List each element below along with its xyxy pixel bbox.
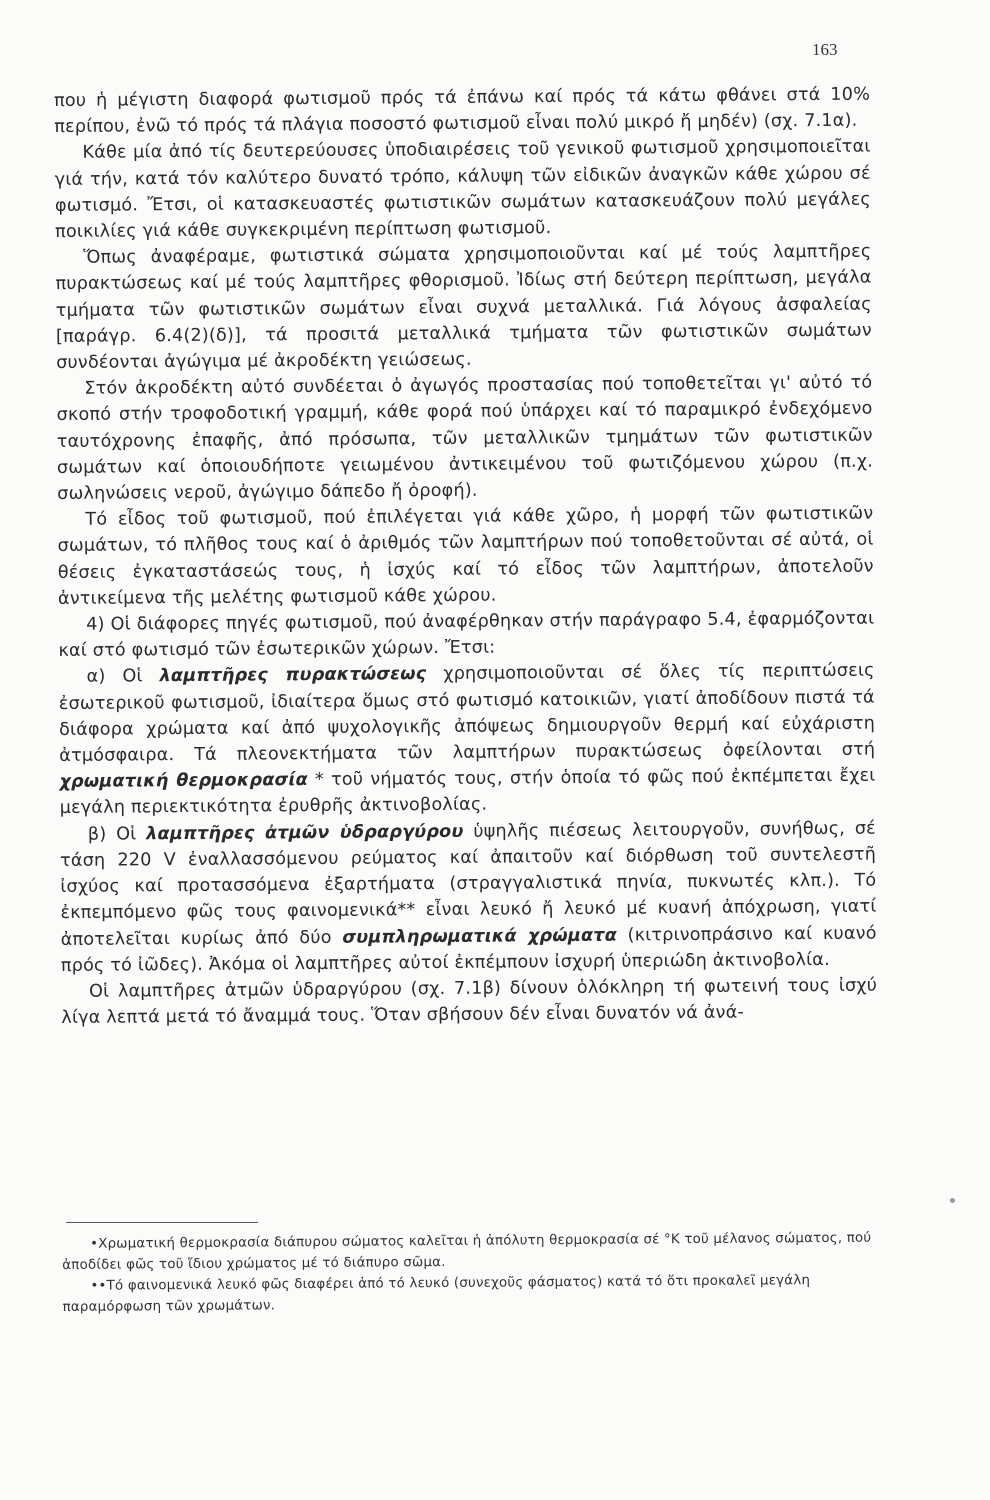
paragraph	[58, 606, 874, 665]
emphasized-term: λαμπτῆρες πυρακτώσεως	[159, 664, 427, 687]
paragraph	[54, 82, 870, 141]
paragraph	[59, 658, 876, 822]
paragraph	[60, 815, 877, 979]
footnotes	[62, 1228, 881, 1318]
text-run: Στόν ἀκροδέκτη αὐτό συνδέεται ὁ ἀγωγός προστασίας πού τοποθετεῖται γι' αὐτό τό σκοπό στήν τροφοδοτική γραμμή, κάθε φορά πού ὑπάρχει καί τό παραμικρό ἐνδεχόμενο ταυτόχρονης ἐπαφῆς, ἀπό πρόσωπα, τῶν μεταλλικῶν τμημάτων τῶν φωτιστικῶν σωμάτων καί ὁποιουδήποτε γειωμένου ἀντικειμένου τοῦ φωτιζόμενου χώρου (π.χ. σωληνώσεις νεροῦ, ἀγώγιμο δάπεδο ἤ ὀροφή).	[56, 372, 874, 505]
text-run: Τό εἶδος τοῦ φωτισμοῦ, πού ἐπιλέγεται γιά κάθε χῶρο, ἡ μορφή τῶν φωτιστικῶν σωμάτων, τό πλῆθος τους καί ὁ ἀριθμός τῶν λαμπτήρων πού τοποθετοῦνται σέ αὐτά, οἱ θέσεις ἐγκαταστάσεώς τους, ἡ ἰσχύς καί τό εἶδος τῶν λαμπτήρων, ἀποτελοῦν ἀντικείμενα τῆς μελέτης φωτισμοῦ κάθε χώρου.	[57, 503, 874, 609]
text-run: Ὅπως ἀναφέραμε, φωτιστικά σώματα χρησιμοποιοῦνται καί μέ τούς λαμπτῆρες πυρακτώσεως καί μέ τούς λαμπτῆρες φθορισμοῦ. Ἰδίως στή δεύτερη περίπτωση, μεγάλα τμήματα τῶν φωτιστικῶν σωμάτων εἶναι συχνά μεταλλικά. Γιά λόγους ἀσφαλείας [παράγρ. 6.4(2)(δ)], τά προσιτά μεταλλικά τμήματα τῶν φωτιστικῶν σωμάτων συνδέονται ἀγώγιμα μέ ἀκροδέκτη γειώσεως.	[55, 241, 873, 374]
emphasized-term: συμπληρωματικά χρώματα	[342, 925, 618, 948]
text-run: α) Οἱ	[86, 666, 160, 688]
text-run: Οἱ λαμπτῆρες ἀτμῶν ὑδραργύρου (σχ. 7.1β) δίνουν ὁλόκληρη τή φωτεινή τους ἰσχύ λίγα λεπτά μετά τό ἄναμμά τους. Ὅταν σβήσουν δέν εἶναι δυνατόν νά ἀνά-	[61, 975, 878, 1029]
text-run: * τοῦ νήματός τους, στήν ὁποία τό φῶς πού ἐκπέμπεται ἔχει μεγάλη περιεκτικότητα ἐρυθρῆς ἀκτινοβολίας.	[59, 765, 876, 819]
text-run: ὑψηλῆς πιέσεως λειτουργοῦν, συνήθως, σέ τάση 220 V ἐναλλασσόμενου ρεύματος καί ἀπαιτοῦν καί διόρθωση τοῦ συντελεστῆ ἰσχύος καί προτασσόμενα ἐξαρτήματα (στραγγαλιστικά πηνία, πυκνωτές κλπ.). Τό ἐκπεμπόμενο φῶς τους φαινομενικά** εἶναι λευκό ἤ λευκό μέ κυανή ἀπόχρωση, γιατί ἀποτελεῖται κυρίως ἀπό δύο	[59, 818, 877, 950]
text-run: (κιτρινοπράσινο καί κυανό πρός τό ἰῶδες). Ἀκόμα οἱ λαμπτῆρες αὐτοί ἐκπέμπουν ἰσχυρή ὑπεριώδη ἀκτινοβολία.	[60, 923, 877, 976]
text-run: 4) Οἱ διάφορες πηγές φωτισμοῦ, πού ἀναφέρθηκαν στήν παράγραφο 5.4, ἐφαρμόζονται καί στό φωτισμό τῶν ἐσωτερικῶν χώρων. Ἔτσι:	[58, 608, 875, 662]
paragraph	[57, 501, 874, 612]
text-run: χρησιμοποιοῦνται σέ ὅλες τίς περιπτώσεις ἐσωτερικοῦ φωτισμοῦ, ἰδιαίτερα ὅμως στό φωτισμό κατοικιῶν, γιατί ἀποδίδουν πιστά τά διάφορα χρώματα καί ἀπό ψυχολογικῆς ἀπόψεως δημιουργοῦν θερμή καί εὐχάριστη ἀτμόσφαιρα. Τά πλεονεκτήματα τῶν λαμπτήρων πυρακτώσεως ὀφείλονται στή	[58, 661, 876, 767]
emphasized-term: λαμπτῆρες ἀτμῶν ὑδραργύρου	[146, 821, 464, 844]
text-run: που ἡ μέγιστη διαφορά φωτισμοῦ πρός τά ἐπάνω καί πρός τά κάτω φθάνει στά 10% περίπου, ἐνῶ τό πρός τά πλάγια ποσοστό φωτισμοῦ εἶναι πολύ μικρό ἤ μηδέν) (σχ. 7.1α).	[54, 84, 871, 138]
body-text	[54, 82, 877, 1032]
paragraph	[55, 239, 872, 376]
footnote: ••Τό φαινομενικά λευκό φῶς διαφέρει ἀπό τό λευκό (συνεχοῦς φάσματος) κατά τό ὅτι προκαλεῖ μεγάλη παραμόρφωση τῶν χρωμάτων.	[62, 1273, 811, 1315]
emphasized-term: χρωματική θερμοκρασία	[59, 770, 308, 793]
paragraph	[56, 370, 873, 507]
text-run: Κάθε μία ἀπό τίς δευτερεύουσες ὑποδιαιρέσεις τοῦ γενικοῦ φωτισμοῦ χρησιμοποιεῖται γιά τήν, κατά τόν καλύτερο δυνατό τρόπο, κάλυψη τῶν εἰδικῶν ἀναγκῶν κάθε χώρου σέ φωτισμό. Ἔτσι, οἱ κατασκευαστές φωτιστικῶν σωμάτων κατασκευάζουν πολύ μεγάλες ποικιλίες γιά κάθε συγκεκριμένη περίπτωση φωτισμοῦ.	[54, 136, 871, 243]
footnote: •Χρωματική θερμοκρασία διάπυρου σώματος καλεῖται ἡ ἀπόλυτη θερμοκρασία σέ °K τοῦ μέλανος σώματος, πού ἀποδίδει φῶς τοῦ ἴδιου χρώματος μέ τό διάπυρο σῶμα.	[62, 1230, 872, 1273]
text-run: β) Οἱ	[87, 823, 147, 845]
print-speck	[950, 1198, 955, 1203]
paragraph	[61, 972, 877, 1031]
page-number: 163	[812, 40, 838, 59]
paragraph	[54, 134, 871, 245]
footnote-divider	[66, 1222, 258, 1223]
